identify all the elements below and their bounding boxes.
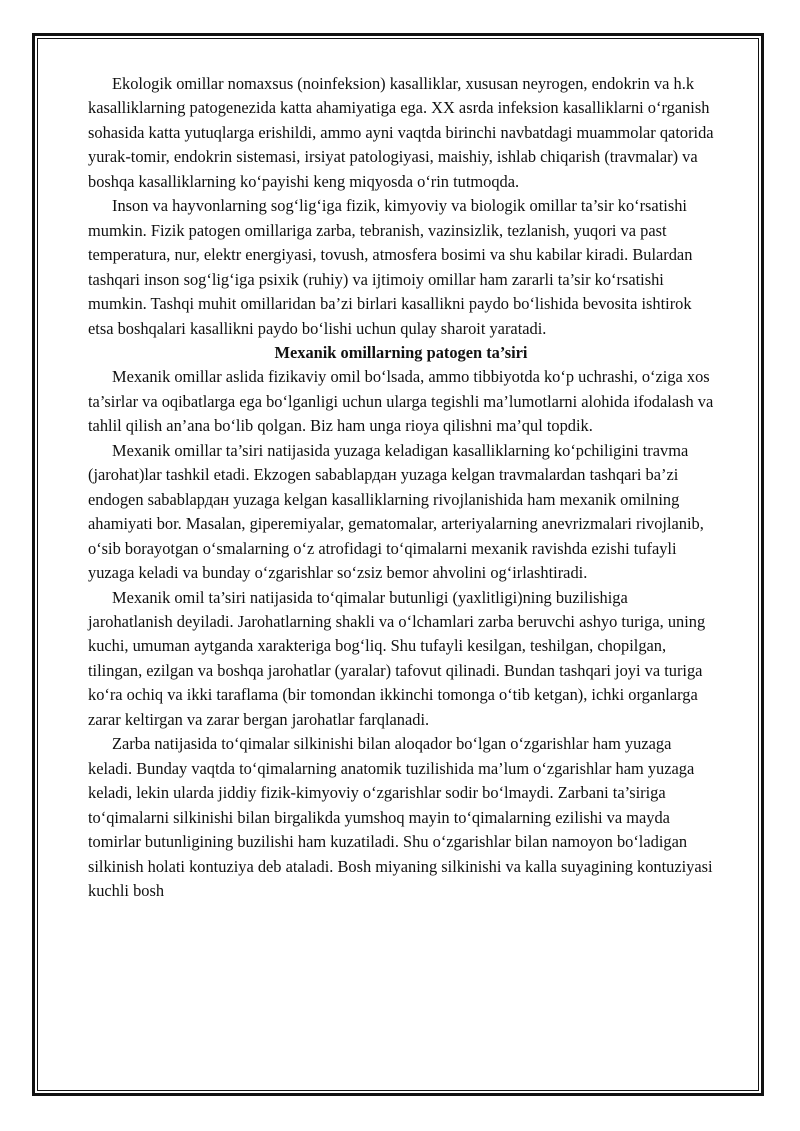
section-heading: Mexanik omillarning patogen ta’siri <box>274 342 528 362</box>
document-body <box>88 72 714 903</box>
paragraph-ecological-factors: Ekologik omillar nomaxsus (noinfeksion) kasalliklar, xususan neyrogen, endokrin va h.k kasalliklarning patogenezida katta ahamiyatiga ega. XX asrda infeksion kasalliklarni o‘rganish sohasida katta yutuqlarga erishildi, ammo ayni vaqtda birinchi navbatdagi muammolar qatorida yurak-tomir, endokrin sistemasi, irsiyat patologiyasi, maishiy, ishlab chiqarish (travmalar) va boshqa kasalliklarning ko‘payishi keng miqyosda o‘rin tutmoqda. <box>88 74 714 191</box>
paragraph-wounds: Mexanik omil ta’siri natijasida to‘qimalar butunligi (yaxlitligi)ning buzilishiga jarohatlanish deyiladi. Jarohatlarning shakli va o‘lchamlari zarba beruvchi ashyo turiga, uning kuchi, umuman aytganda xarakteriga bog‘liq. Shu tufayli kesilgan, teshilgan, chopilgan, tilingan, ezilgan va boshqa jarohatlar (yaralar) tafovut qilinadi. Bundan tashqari joyi va turiga ko‘ra ochiq va ikki taraflama (bir tomondan ikkinchi tomonga o‘tib ketgan), ichki organlarga zarar keltirgan va zarar bergan jarohatlar farqlanadi. <box>88 587 706 729</box>
paragraph-trauma: Mexanik omillar ta’siri natijasida yuzaga keladigan kasalliklarning ko‘pchiligini travma (jarohat)lar tashkil etadi. Ekzogen sabablардан yuzaga kelgan travmalardan tashqari ba’zi endogen sabablардан yuzaga kelgan kasalliklarning rivojlanishida ham mexanik omilning ahamiyati bor. Masalan, giperemiyalar, gematomalar, arteriyalarning anevrizmalari rivojlanib, o‘sib borayotgan o‘smalarning o‘z atrofidagi to‘qimalarni mexanik ravishda ezishi tufayli yuzaga keladi va bunday o‘zgarishlar so‘zsiz bemor ahvolini og‘irlashtiradi. <box>88 440 704 583</box>
paragraph-physical-factors: Inson va hayvonlarning sog‘lig‘iga fizik, kimyoviy va biologik omillar ta’sir ko‘rsatishi mumkin. Fizik patogen omillariga zarba, tebranish, vazinsizlik, tezlanish, yuqori va past temperatura, nur, elektr energiyasi, tovush, atmosfera bosimi va shu kabilar kiradi. Bulardan tashqari inson sog‘lig‘iga psixik (ruhiy) va ijtimoiy omillar ham zararli ta’sir ko‘rsatishi mumkin. Tashqi muhit omillaridan ba’zi birlari kasallikni paydo bo‘lishida bevosita ishtirok etsa boshqalari kasallikni paydo bo‘lishi uchun qulay sharoit yaratadi. <box>88 196 693 338</box>
paragraph-mechanical-intro: Mexanik omillar aslida fizikaviy omil bo‘lsada, ammo tibbiyotda ko‘p uchrashi, o‘ziga xos ta’sirlar va oqibatlarga ega bo‘lganligi uchun ularga tegishli ma’lumotlarni alohida ifodalash va tahlil qilish an’ana bo‘lib qolgan. Biz ham unga rioya qilishni ma’qul topdik. <box>88 367 714 436</box>
paragraph-contusion: Zarba natijasida to‘qimalar silkinishi bilan aloqador bo‘lgan o‘zgarishlar ham yuzaga keladi. Bunday vaqtda to‘qimalarning anatomik tuzilishida ma’lum o‘zgarishlar ham yuzaga keladi, lekin ularda jiddiy fizik-kimyoviy o‘zgarishlar sodir bo‘lmaydi. Zarbani ta’siriga to‘qimalarni silkinishi bilan birgalikda yumshoq mayin to‘qimalarning ezilishi va mayda tomirlar butunligining buzilishi ham kuzatiladi. Shu o‘zgarishlar bilan namoyon bo‘ladigan silkinish holati kontuziya deb ataladi. Bosh miyaning silkinishi va kalla suyagining kontuziyasi kuchli bosh <box>88 734 713 900</box>
